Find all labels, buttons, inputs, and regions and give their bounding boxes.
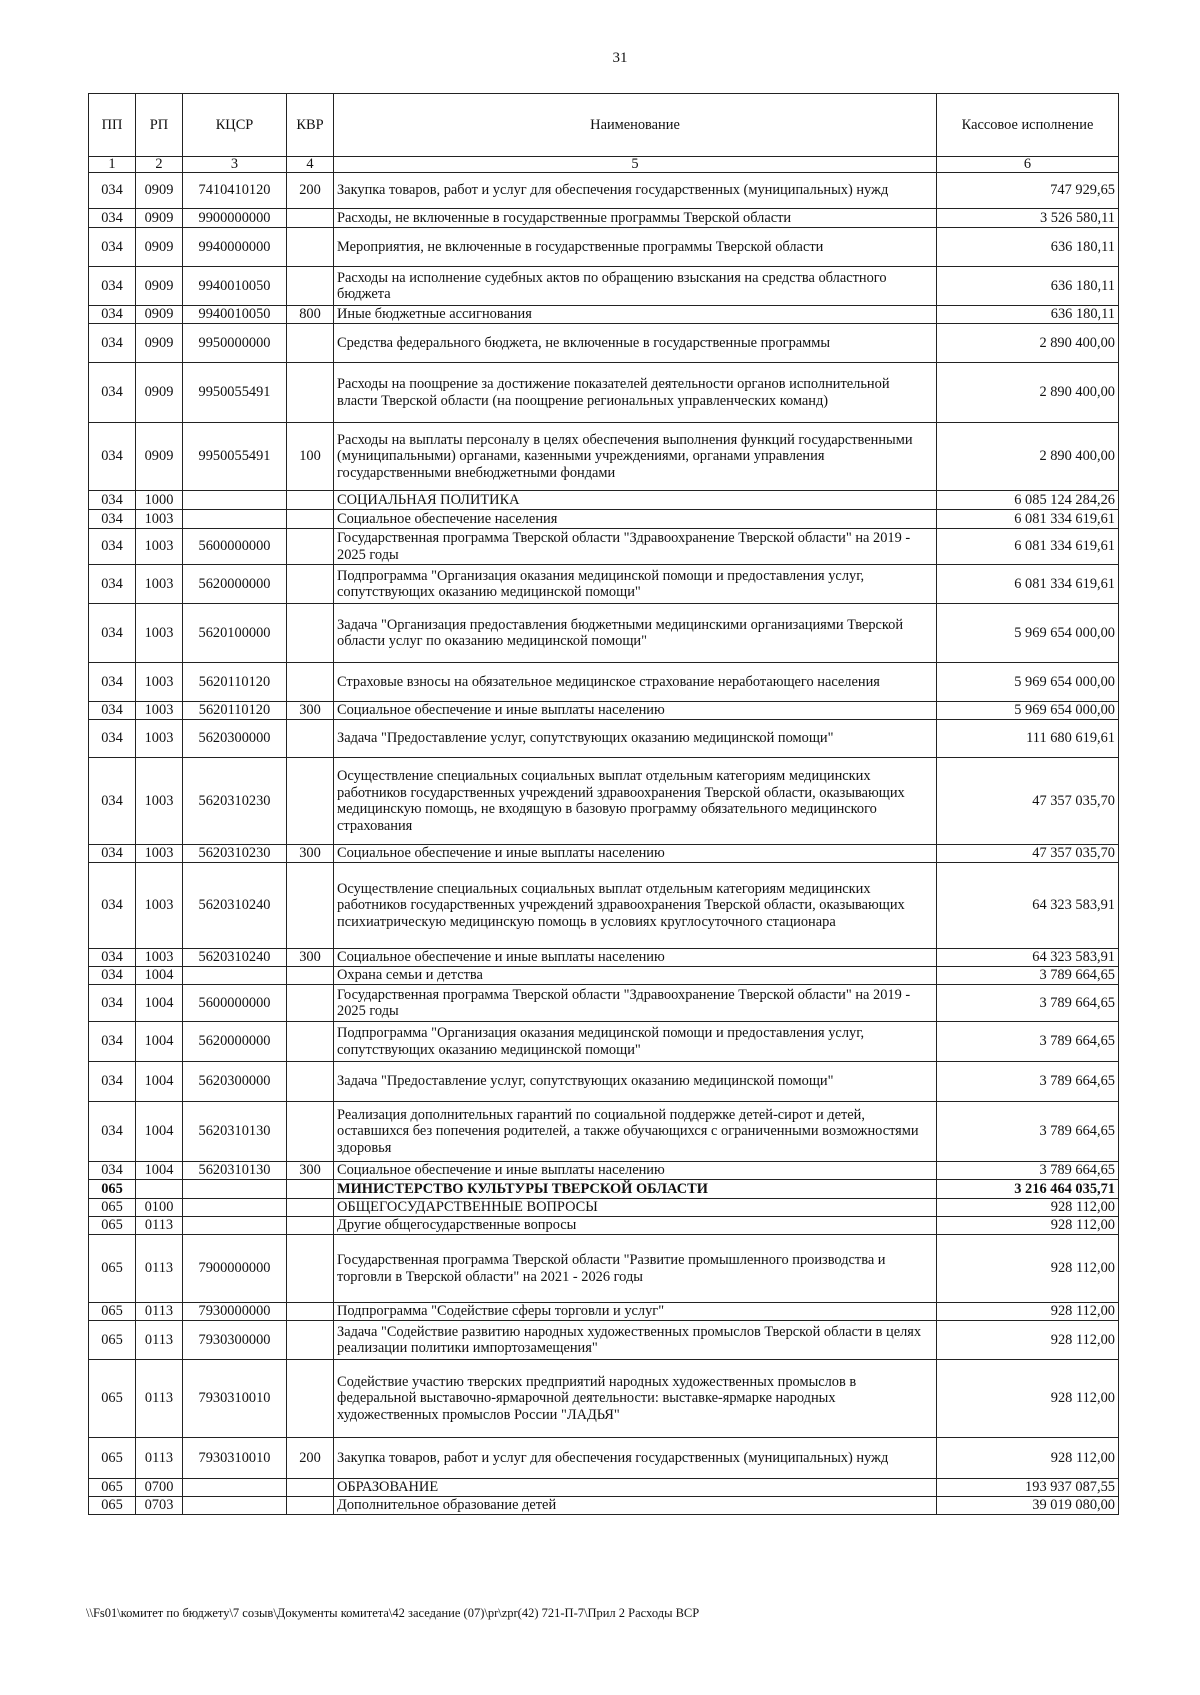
cell-ppp: 034 [89,663,136,702]
cell-kvr [287,1180,334,1199]
table-row [89,491,1119,510]
table-row [89,1162,1119,1180]
table-row [89,209,1119,228]
column-number: 3 [183,157,287,173]
cell-amount: 6 081 334 619,61 [937,565,1119,604]
cell-ppp: 065 [89,1360,136,1438]
cell-name: ОБРАЗОВАНИЕ [334,1479,937,1497]
cell-rp: 0703 [136,1497,183,1515]
cell-rp: 1004 [136,967,183,985]
cell-rp: 1003 [136,702,183,720]
cell-ppp: 034 [89,967,136,985]
cell-amount: 47 357 035,70 [937,758,1119,845]
cell-amount: 111 680 619,61 [937,720,1119,758]
cell-ppp: 065 [89,1438,136,1479]
cell-rp: 0113 [136,1217,183,1235]
cell-rp: 1003 [136,529,183,565]
cell-kvr [287,1303,334,1321]
table-body [89,173,1119,1515]
cell-amount: 928 112,00 [937,1235,1119,1303]
table-row [89,529,1119,565]
cell-rp: 1003 [136,720,183,758]
cell-kvr [287,1235,334,1303]
cell-amount: 6 085 124 284,26 [937,491,1119,510]
cell-ppp: 034 [89,1102,136,1162]
cell-rp: 1004 [136,1022,183,1062]
cell-kvr [287,1497,334,1515]
cell-kvr: 100 [287,423,334,491]
cell-amount: 64 323 583,91 [937,949,1119,967]
cell-rp: 0113 [136,1303,183,1321]
cell-amount: 5 969 654 000,00 [937,663,1119,702]
cell-kvr: 300 [287,1162,334,1180]
cell-rp: 0909 [136,209,183,228]
cell-name: ОБЩЕГОСУДАРСТВЕННЫЕ ВОПРОСЫ [334,1199,937,1217]
cell-rp: 1000 [136,491,183,510]
cell-name: Социальное обеспечение и иные выплаты населению [334,1162,937,1180]
cell-name: Осуществление специальных социальных выплат отдельным категориям медицинских работников государственных учреждений здравоохранения Тверской области, оказывающих медицинскую помощь, не входящую в базовую программу обязательного медицинского страхования [334,758,937,845]
cell-kcsr: 5620310230 [183,845,287,863]
cell-rp: 0113 [136,1438,183,1479]
table-row [89,306,1119,324]
cell-ppp: 034 [89,209,136,228]
cell-kvr [287,324,334,363]
header-name: Наименование [334,94,937,157]
cell-kvr: 300 [287,845,334,863]
cell-kvr: 300 [287,949,334,967]
cell-kcsr [183,1497,287,1515]
cell-ppp: 034 [89,720,136,758]
cell-kvr [287,863,334,949]
cell-ppp: 034 [89,267,136,306]
cell-amount: 928 112,00 [937,1321,1119,1360]
cell-rp: 0909 [136,363,183,423]
cell-rp: 1004 [136,1062,183,1102]
cell-rp: 1003 [136,863,183,949]
cell-kcsr: 9900000000 [183,209,287,228]
cell-amount: 5 969 654 000,00 [937,604,1119,663]
cell-ppp: 065 [89,1217,136,1235]
column-number: 6 [937,157,1119,173]
cell-kvr [287,1479,334,1497]
cell-name: Расходы на исполнение судебных актов по обращению взыскания на средства областного бюджета [334,267,937,306]
cell-kcsr: 5620310130 [183,1162,287,1180]
cell-amount: 3 789 664,65 [937,1062,1119,1102]
cell-ppp: 034 [89,423,136,491]
cell-kvr [287,604,334,663]
cell-ppp: 034 [89,1062,136,1102]
cell-name: Государственная программа Тверской области "Развитие промышленного производства и торговли в Тверской области" на 2021 - 2026 годы [334,1235,937,1303]
cell-rp: 0113 [136,1235,183,1303]
cell-kvr [287,510,334,529]
cell-kcsr: 5620310230 [183,758,287,845]
header-kvr: КВР [287,94,334,157]
page-number: 31 [612,50,628,66]
cell-amount: 928 112,00 [937,1199,1119,1217]
cell-rp [136,1180,183,1199]
cell-rp: 1003 [136,604,183,663]
table-row [89,663,1119,702]
cell-kvr: 200 [287,1438,334,1479]
cell-ppp: 065 [89,1235,136,1303]
column-number-row [89,157,1119,173]
header-ppp: ПП [89,94,136,157]
cell-kcsr: 5620300000 [183,1062,287,1102]
cell-ppp: 034 [89,173,136,209]
table-row [89,1062,1119,1102]
cell-kvr [287,985,334,1022]
cell-rp: 1004 [136,985,183,1022]
column-number: 4 [287,157,334,173]
cell-kcsr: 5620310130 [183,1102,287,1162]
cell-amount: 2 890 400,00 [937,363,1119,423]
cell-kcsr: 9940010050 [183,267,287,306]
cell-kvr: 200 [287,173,334,209]
cell-amount: 3 526 580,11 [937,209,1119,228]
table-row [89,1303,1119,1321]
cell-rp: 0700 [136,1479,183,1497]
cell-kvr [287,228,334,267]
cell-kvr [287,363,334,423]
cell-rp: 1004 [136,1102,183,1162]
cell-amount: 636 180,11 [937,306,1119,324]
cell-amount: 928 112,00 [937,1360,1119,1438]
cell-kvr [287,529,334,565]
cell-name: Социальное обеспечение и иные выплаты населению [334,949,937,967]
table-row [89,845,1119,863]
cell-amount: 3 216 464 035,71 [937,1180,1119,1199]
cell-ppp: 034 [89,702,136,720]
cell-kcsr: 7930310010 [183,1360,287,1438]
cell-rp: 0909 [136,423,183,491]
cell-ppp: 034 [89,949,136,967]
cell-kcsr [183,1217,287,1235]
column-number: 1 [89,157,136,173]
cell-kcsr [183,1180,287,1199]
cell-amount: 47 357 035,70 [937,845,1119,863]
column-number: 5 [334,157,937,173]
table-row [89,604,1119,663]
header-rp: РП [136,94,183,157]
cell-name: Социальное обеспечение населения [334,510,937,529]
cell-kvr [287,267,334,306]
cell-name: Задача "Организация предоставления бюджетными медицинскими организациями Тверской области услуг по оказанию медицинской помощи" [334,604,937,663]
cell-amount: 928 112,00 [937,1217,1119,1235]
cell-ppp: 065 [89,1199,136,1217]
table-row [89,267,1119,306]
cell-kcsr [183,491,287,510]
table-row [89,1180,1119,1199]
cell-kcsr: 5620000000 [183,1022,287,1062]
cell-name: Мероприятия, не включенные в государственные программы Тверской области [334,228,937,267]
cell-rp: 0113 [136,1360,183,1438]
cell-rp: 0909 [136,306,183,324]
table-row [89,1321,1119,1360]
cell-rp: 0113 [136,1321,183,1360]
cell-rp: 0909 [136,228,183,267]
cell-amount: 636 180,11 [937,267,1119,306]
cell-kcsr: 5620000000 [183,565,287,604]
cell-kcsr [183,967,287,985]
cell-ppp: 034 [89,1022,136,1062]
header-kcsr: КЦСР [183,94,287,157]
cell-name: Охрана семьи и детства [334,967,937,985]
cell-ppp: 034 [89,491,136,510]
cell-name: Задача "Содействие развитию народных художественных промыслов Тверской области в целях реализации политики импортозамещения" [334,1321,937,1360]
table-row [89,863,1119,949]
cell-kcsr [183,1479,287,1497]
cell-kvr [287,565,334,604]
table-row [89,1022,1119,1062]
table-row [89,1102,1119,1162]
cell-name: Средства федерального бюджета, не включенные в государственные программы [334,324,937,363]
cell-name: Задача "Предоставление услуг, сопутствующих оказанию медицинской помощи" [334,1062,937,1102]
table-row [89,510,1119,529]
cell-name: Социальное обеспечение и иные выплаты населению [334,845,937,863]
cell-amount: 6 081 334 619,61 [937,529,1119,565]
cell-amount: 928 112,00 [937,1303,1119,1321]
cell-kvr [287,758,334,845]
cell-ppp: 034 [89,1162,136,1180]
cell-kcsr: 9950055491 [183,363,287,423]
cell-kvr [287,1062,334,1102]
cell-name: Дополнительное образование детей [334,1497,937,1515]
cell-kcsr: 5620110120 [183,702,287,720]
cell-kvr [287,1022,334,1062]
cell-amount: 2 890 400,00 [937,324,1119,363]
cell-kvr [287,491,334,510]
cell-amount: 5 969 654 000,00 [937,702,1119,720]
cell-name: Закупка товаров, работ и услуг для обеспечения государственных (муниципальных) нужд [334,1438,937,1479]
cell-rp: 1004 [136,1162,183,1180]
cell-kcsr: 5620310240 [183,863,287,949]
cell-amount: 6 081 334 619,61 [937,510,1119,529]
budget-table [88,93,1119,1515]
table-row [89,1497,1119,1515]
cell-amount: 193 937 087,55 [937,1479,1119,1497]
cell-rp: 1003 [136,663,183,702]
cell-kcsr: 9950055491 [183,423,287,491]
cell-name: Осуществление специальных социальных выплат отдельным категориям медицинских работников государственных учреждений здравоохранения Тверской области, оказывающих психиатрическую медицинскую помощь в условиях круглосуточного стационара [334,863,937,949]
cell-ppp: 034 [89,363,136,423]
table-row [89,985,1119,1022]
table-row [89,423,1119,491]
cell-kcsr [183,510,287,529]
cell-amount: 928 112,00 [937,1438,1119,1479]
cell-name: Расходы на выплаты персоналу в целях обеспечения выполнения функций государственными (муниципальными) органами, казенными учреждениями, органами управления государственными внебюджетными фондами [334,423,937,491]
cell-kvr: 300 [287,702,334,720]
cell-kcsr: 5600000000 [183,529,287,565]
table-row [89,758,1119,845]
cell-name: Социальное обеспечение и иные выплаты населению [334,702,937,720]
header-amount: Кассовое исполнение [937,94,1119,157]
cell-name: Другие общегосударственные вопросы [334,1217,937,1235]
cell-ppp: 034 [89,863,136,949]
cell-kcsr: 9940000000 [183,228,287,267]
cell-kcsr: 7900000000 [183,1235,287,1303]
cell-ppp: 034 [89,510,136,529]
cell-ppp: 065 [89,1303,136,1321]
cell-name: Расходы на поощрение за достижение показателей деятельности органов исполнительной власти Тверской области (на поощрение региональных управленческих команд) [334,363,937,423]
cell-kcsr: 7930310010 [183,1438,287,1479]
cell-kvr [287,209,334,228]
cell-amount: 2 890 400,00 [937,423,1119,491]
cell-ppp: 065 [89,1497,136,1515]
cell-kvr [287,1102,334,1162]
cell-ppp: 034 [89,324,136,363]
cell-name: СОЦИАЛЬНАЯ ПОЛИТИКА [334,491,937,510]
cell-ppp: 065 [89,1479,136,1497]
table-row [89,228,1119,267]
cell-kcsr: 5620100000 [183,604,287,663]
cell-name: Реализация дополнительных гарантий по социальной поддержке детей-сирот и детей, оставшихся без попечения родителей, а также обучающихся с ограниченными возможностями здоровья [334,1102,937,1162]
cell-ppp: 034 [89,306,136,324]
cell-kcsr: 7410410120 [183,173,287,209]
cell-amount: 3 789 664,65 [937,1162,1119,1180]
cell-name: Государственная программа Тверской области "Здравоохранение Тверской области" на 2019 - 2025 годы [334,529,937,565]
cell-name: Содействие участию тверских предприятий народных художественных промыслов в федеральной выставочно-ярмарочной деятельности: выставке-ярмарке народных художественных промыслов России "ЛАДЬЯ" [334,1360,937,1438]
cell-ppp: 034 [89,758,136,845]
cell-name: Подпрограмма "Содействие сферы торговли и услуг" [334,1303,937,1321]
cell-kvr [287,1360,334,1438]
cell-name: Государственная программа Тверской области "Здравоохранение Тверской области" на 2019 - 2025 годы [334,985,937,1022]
cell-ppp: 065 [89,1321,136,1360]
table-row [89,1199,1119,1217]
cell-ppp: 034 [89,985,136,1022]
cell-ppp: 034 [89,845,136,863]
column-number: 2 [136,157,183,173]
cell-ppp: 034 [89,228,136,267]
table-row [89,1360,1119,1438]
cell-kcsr: 5620110120 [183,663,287,702]
cell-kcsr: 9940010050 [183,306,287,324]
cell-kvr [287,1217,334,1235]
file-path-footer: \\Fs01\комитет по бюджету\7 созыв\Документы комитета\42 заседание (07)\pr\zpr(42) 721-П-7\Прил 2 Расходы ВСР [86,1606,700,1620]
cell-kvr [287,967,334,985]
cell-amount: 636 180,11 [937,228,1119,267]
cell-kcsr: 9950000000 [183,324,287,363]
table-row [89,1235,1119,1303]
cell-rp: 0909 [136,173,183,209]
cell-kvr [287,1321,334,1360]
table-row [89,702,1119,720]
cell-rp: 0909 [136,324,183,363]
table-row [89,949,1119,967]
cell-kvr [287,663,334,702]
cell-rp: 1003 [136,949,183,967]
cell-kcsr: 5600000000 [183,985,287,1022]
cell-rp: 0100 [136,1199,183,1217]
table-row [89,1438,1119,1479]
cell-name: Расходы, не включенные в государственные программы Тверской области [334,209,937,228]
cell-amount: 64 323 583,91 [937,863,1119,949]
cell-amount: 3 789 664,65 [937,967,1119,985]
cell-amount: 3 789 664,65 [937,1102,1119,1162]
cell-rp: 1003 [136,758,183,845]
table-row [89,363,1119,423]
cell-kcsr: 7930300000 [183,1321,287,1360]
table-row [89,565,1119,604]
cell-amount: 39 019 080,00 [937,1497,1119,1515]
cell-kvr [287,720,334,758]
table-row [89,1479,1119,1497]
cell-rp: 1003 [136,845,183,863]
cell-kvr: 800 [287,306,334,324]
cell-name: Закупка товаров, работ и услуг для обеспечения государственных (муниципальных) нужд [334,173,937,209]
cell-amount: 3 789 664,65 [937,1022,1119,1062]
cell-ppp: 034 [89,529,136,565]
table-row [89,173,1119,209]
cell-kcsr: 5620300000 [183,720,287,758]
cell-kcsr [183,1199,287,1217]
cell-kcsr: 5620310240 [183,949,287,967]
cell-kcsr: 7930000000 [183,1303,287,1321]
table-row [89,720,1119,758]
cell-kvr [287,1199,334,1217]
cell-name: МИНИСТЕРСТВО КУЛЬТУРЫ ТВЕРСКОЙ ОБЛАСТИ [334,1180,937,1199]
cell-name: Подпрограмма "Организация оказания медицинской помощи и предоставления услуг, сопутствующих оказанию медицинской помощи" [334,565,937,604]
header-row [89,94,1119,157]
cell-ppp: 034 [89,565,136,604]
cell-rp: 1003 [136,510,183,529]
table-row [89,324,1119,363]
cell-ppp: 034 [89,604,136,663]
cell-rp: 1003 [136,565,183,604]
table-row [89,967,1119,985]
cell-name: Задача "Предоставление услуг, сопутствующих оказанию медицинской помощи" [334,720,937,758]
cell-ppp: 065 [89,1180,136,1199]
cell-rp: 0909 [136,267,183,306]
cell-name: Страховые взносы на обязательное медицинское страхование неработающего населения [334,663,937,702]
cell-name: Подпрограмма "Организация оказания медицинской помощи и предоставления услуг, сопутствующих оказанию медицинской помощи" [334,1022,937,1062]
cell-name: Иные бюджетные ассигнования [334,306,937,324]
cell-amount: 747 929,65 [937,173,1119,209]
cell-amount: 3 789 664,65 [937,985,1119,1022]
table-row [89,1217,1119,1235]
